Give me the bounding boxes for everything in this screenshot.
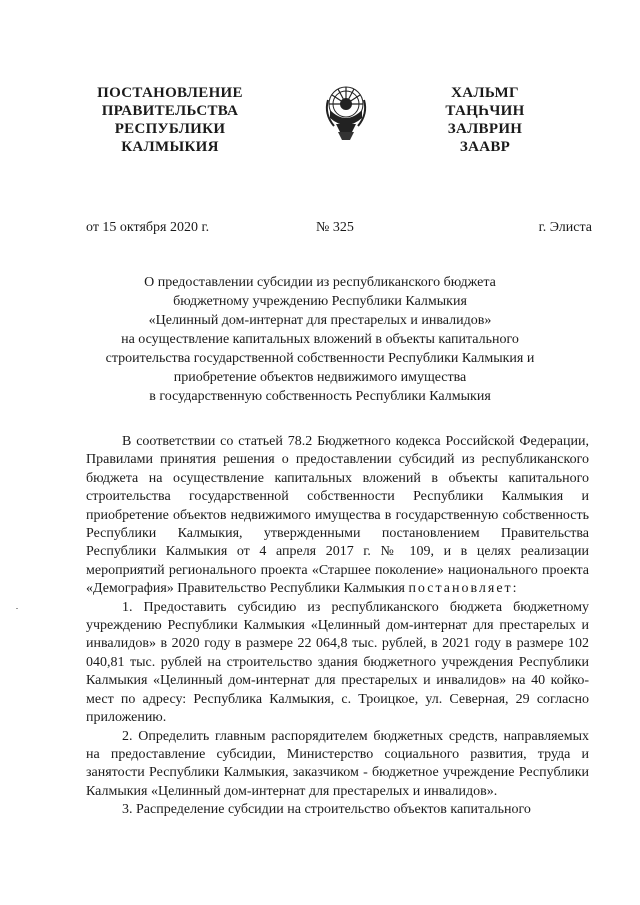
header-left-line-2: ПРАВИТЕЛЬСТВА <box>101 103 239 119</box>
header-left-line-3: РЕСПУБЛИКИ <box>114 121 226 137</box>
item-2-paragraph: 2. Определить главным распорядителем бюджетных средств, направляемых на предоставление субсидии, Министерство социального развития, труда и занятости Республики Калмыкия, заказчиком - бюджетное учреждение Республики Калмыкия «Целинный дом-интернат для престарелых и инвалидов». <box>86 728 589 799</box>
item-1-paragraph: 1. Предоставить субсидию из республиканского бюджета бюджетному учреждению Республики Калмыкия «Целинный дом-интернат для престарелых и инвалидов» в 2020 году в размере 22 064,8 тыс. рублей, в 2021 году в размере 102 040,81 тыс. рублей на строительство здания бюджетного учреждения Республики Калмыкия «Целинный дом-интернат для престарелых и инвалидов» на 40 койко-мест по адресу: Республика Калмыкия, с. Троицкое, ул. Северная, 29 согласно приложению. <box>86 599 589 726</box>
title-line-3: «Целинный дом-интернат для престарелых и инвалидов» <box>148 313 492 328</box>
title-line-2: бюджетному учреждению Республики Калмыкия <box>173 294 467 309</box>
title-line-7: в государственную собственность Республики Калмыкия <box>149 389 491 404</box>
header-right-line-2: ТАҢҺЧИН <box>445 103 525 119</box>
header-right-block <box>415 84 555 156</box>
document-date: от 15 октября 2020 г. <box>86 220 210 235</box>
document-title <box>60 273 580 406</box>
document-number: № 325 <box>316 220 354 235</box>
header-left-line-1: ПОСТАНОВЛЕНИЕ <box>97 85 243 101</box>
header-left-block <box>75 84 265 156</box>
document-city: г. Элиста <box>538 220 592 235</box>
header-right-line-1: ХАЛЬМГ <box>451 85 519 101</box>
document-body <box>86 433 589 820</box>
header-right-line-3: ЗАЛВРИН <box>447 121 523 137</box>
preamble-action: постановляет: <box>408 581 519 597</box>
item-3-paragraph: 3. Распределение субсидии на строительство объектов капитального <box>122 802 531 818</box>
title-line-6: приобретение объектов недвижимого имущества <box>173 370 467 385</box>
coat-of-arms-icon <box>322 80 370 144</box>
title-line-5: строительства государственной собственности Республики Калмыкия и <box>105 351 535 366</box>
preamble-paragraph <box>86 433 589 599</box>
header-left-line-4: КАЛМЫКИЯ <box>121 139 219 155</box>
header-right-line-4: ЗААВР <box>459 139 511 155</box>
preamble-text: В соответствии со статьей 78.2 Бюджетного кодекса Российской Федерации, Правилами принятия решения о предоставлении субсидий из республиканского бюджета на осуществление капитальных вложений в объекты капитального строительства государственной собственности Республики Калмыкия и приобретение объектов недвижимого имущества в государственную собственность Республики Калмыкия, утвержденными постановлением Правительства Республики Калмыкия от 4 апреля 2017 г. № 109, и в целях реализации мероприятий регионального проекта «Старшее поколение» национального проекта «Демография» Правительство Республики Калмыкия <box>86 434 589 597</box>
title-line-1: О предоставлении субсидии из республиканского бюджета <box>144 275 496 290</box>
title-line-4: на осуществление капитальных вложений в объекты капитального <box>121 332 519 347</box>
scan-artifact <box>16 608 18 609</box>
